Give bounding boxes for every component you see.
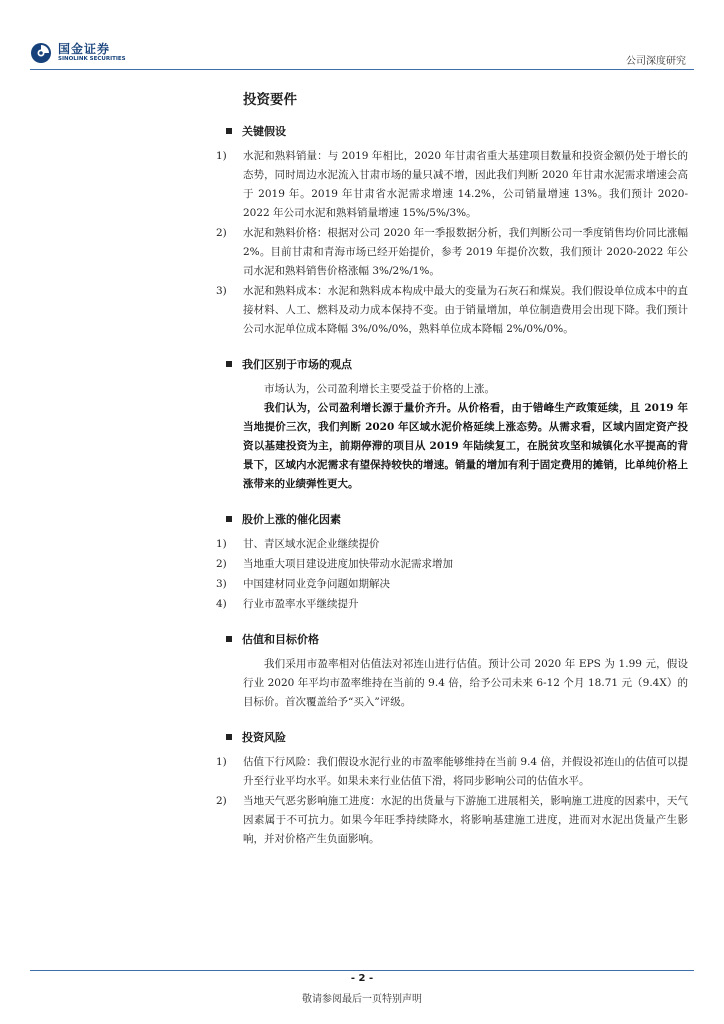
risk-list — [216, 753, 688, 849]
section-heading — [226, 511, 688, 527]
item-text: 当地天气恶劣影响施工进度：水泥的出货量与下游施工进展相关，影响施工进度的因素中，天气因素属于不可抗力。如果今年旺季持续降水，将影响基建施工进度，进而对水泥出货量产生影响，并对价格产生负面影响。 — [243, 795, 688, 845]
page-header — [0, 0, 724, 72]
assumption-list — [216, 147, 688, 339]
item-text: 水泥和熟料销量：与 2019 年相比，2020 年甘肃省重大基建项目数量和投资金额仍处于增长的态势，同时周边水泥流入甘肃市场的量只减不增，因此我们判断 2020 年甘肃水泥需求增速会高于 2019 年。2019 年甘肃省水泥需求增速 14.2%，公司销量增速 13%。我们预计 2020-2022 年公司水泥和熟料销量增速 15%/5%/3%。 — [243, 150, 688, 219]
item-text: 估值下行风险：我们假设水泥行业的市盈率能够维持在当前 9.4 倍，并假设祁连山的估值可以提升至行业平均水平。如果未来行业估值下滑，将同步影响公司的估值水平。 — [243, 756, 688, 787]
section-heading — [226, 729, 688, 745]
item-number: 1) — [216, 756, 227, 768]
report-body — [216, 88, 688, 866]
risks-section — [216, 729, 688, 849]
logo-chinese-name: 国金证券 — [58, 42, 111, 57]
differentiated-view-section — [243, 356, 688, 494]
square-bullet-icon — [226, 128, 232, 134]
square-bullet-icon — [226, 516, 232, 522]
list-item — [216, 535, 688, 554]
item-text: 甘、青区域水泥企业继续提价 — [243, 538, 380, 550]
section-title: 我们区别于市场的观点 — [242, 358, 352, 371]
catalyst-list — [216, 535, 688, 614]
list-item — [216, 555, 688, 574]
section-heading — [226, 123, 688, 139]
item-number: 1) — [216, 538, 227, 550]
item-number: 2) — [216, 227, 227, 239]
company-logo — [30, 42, 126, 64]
square-bullet-icon — [226, 734, 232, 740]
section-heading — [226, 631, 688, 647]
list-item — [216, 595, 688, 614]
section-title: 关键假设 — [242, 125, 286, 138]
key-assumptions-section — [216, 123, 688, 339]
square-bullet-icon — [226, 361, 232, 367]
footer-disclaimer: 敬请参阅最后一页特别声明 — [302, 994, 422, 1005]
header-divider — [30, 69, 694, 70]
item-text: 水泥和熟料价格：根据对公司 2020 年一季报数据分析，我们判断公司一季度销售均价同比涨幅 2%。目前甘肃和青海市场已经开始提价，参考 2019 年提价次数，我们预计 2020-2022 年公司水泥和熟料销售价格涨幅 3%/2%/1%。 — [243, 227, 688, 277]
catalysts-section — [216, 511, 688, 614]
section-title: 股价上涨的催化因素 — [242, 513, 341, 526]
item-text: 当地重大项目建设进度加快带动水泥需求增加 — [243, 558, 453, 570]
section-title: 估值和目标价格 — [242, 633, 319, 646]
list-item — [216, 753, 688, 791]
valuation-paragraph: 我们采用市盈率相对估值法对祁连山进行估值。预计公司 2020 年 EPS 为 1.99 元，假设行业 2020 年平均市盈率维持在当前的 9.4 倍，给予公司未来 6-12 个月 18.71 元（9.4X）的目标价。首次覆盖给予“买入”评级。 — [243, 658, 688, 708]
item-text: 水泥和熟料成本：水泥和熟料成本构成中最大的变量为石灰石和煤炭。我们假设单位成本中的直接材料、人工、燃料及动力成本保持不变。由于销量增加，单位制造费用会出现下降。我们预计公司水泥单位成本降幅 3%/0%/0%，熟料单位成本降幅 2%/0%/0%。 — [243, 285, 688, 335]
item-number: 2) — [216, 795, 227, 807]
list-item — [216, 282, 688, 339]
market-view-paragraph: 市场认为，公司盈利增长主要受益于价格的上涨。 — [264, 383, 495, 395]
logo-english-name: SINOLINK SECURITIES — [58, 56, 126, 63]
sinolink-logo-icon — [30, 42, 52, 64]
list-item — [216, 792, 688, 849]
item-text: 行业市盈率水平继续提升 — [243, 598, 359, 610]
list-item — [216, 224, 688, 281]
valuation-section — [243, 631, 688, 712]
item-number: 2) — [216, 558, 227, 570]
list-item — [216, 575, 688, 594]
item-number: 3) — [216, 578, 227, 590]
footer-divider — [30, 970, 694, 971]
item-number: 4) — [216, 598, 227, 610]
list-item — [216, 147, 688, 223]
section-title: 投资风险 — [242, 731, 286, 744]
square-bullet-icon — [226, 636, 232, 642]
page-number: - 2 - — [350, 973, 374, 984]
item-text: 中国建材同业竞争问题如期解决 — [243, 578, 390, 590]
page-title: 投资要件 — [243, 92, 297, 108]
report-type-label: 公司深度研究 — [626, 56, 686, 67]
item-number: 1) — [216, 150, 227, 162]
our-view-paragraph: 我们认为，公司盈利增长源于量价齐升。从价格看，由于错峰生产政策延续，且 2019 年当地提价三次，我们判断 2020 年区域水泥价格延续上涨态势。从需求看，区域内固定资产投资以基建投资为主，前期停滞的项目从 2019 年陆续复工，在脱贫攻坚和城镇化水平提高的背景下，区域内水泥需求有望保持较快的增速。销量的增加有利于固定费用的摊销，比单纯价格上涨带来的业绩弹性更大。 — [243, 402, 688, 490]
section-heading — [226, 356, 688, 372]
item-number: 3) — [216, 285, 227, 297]
